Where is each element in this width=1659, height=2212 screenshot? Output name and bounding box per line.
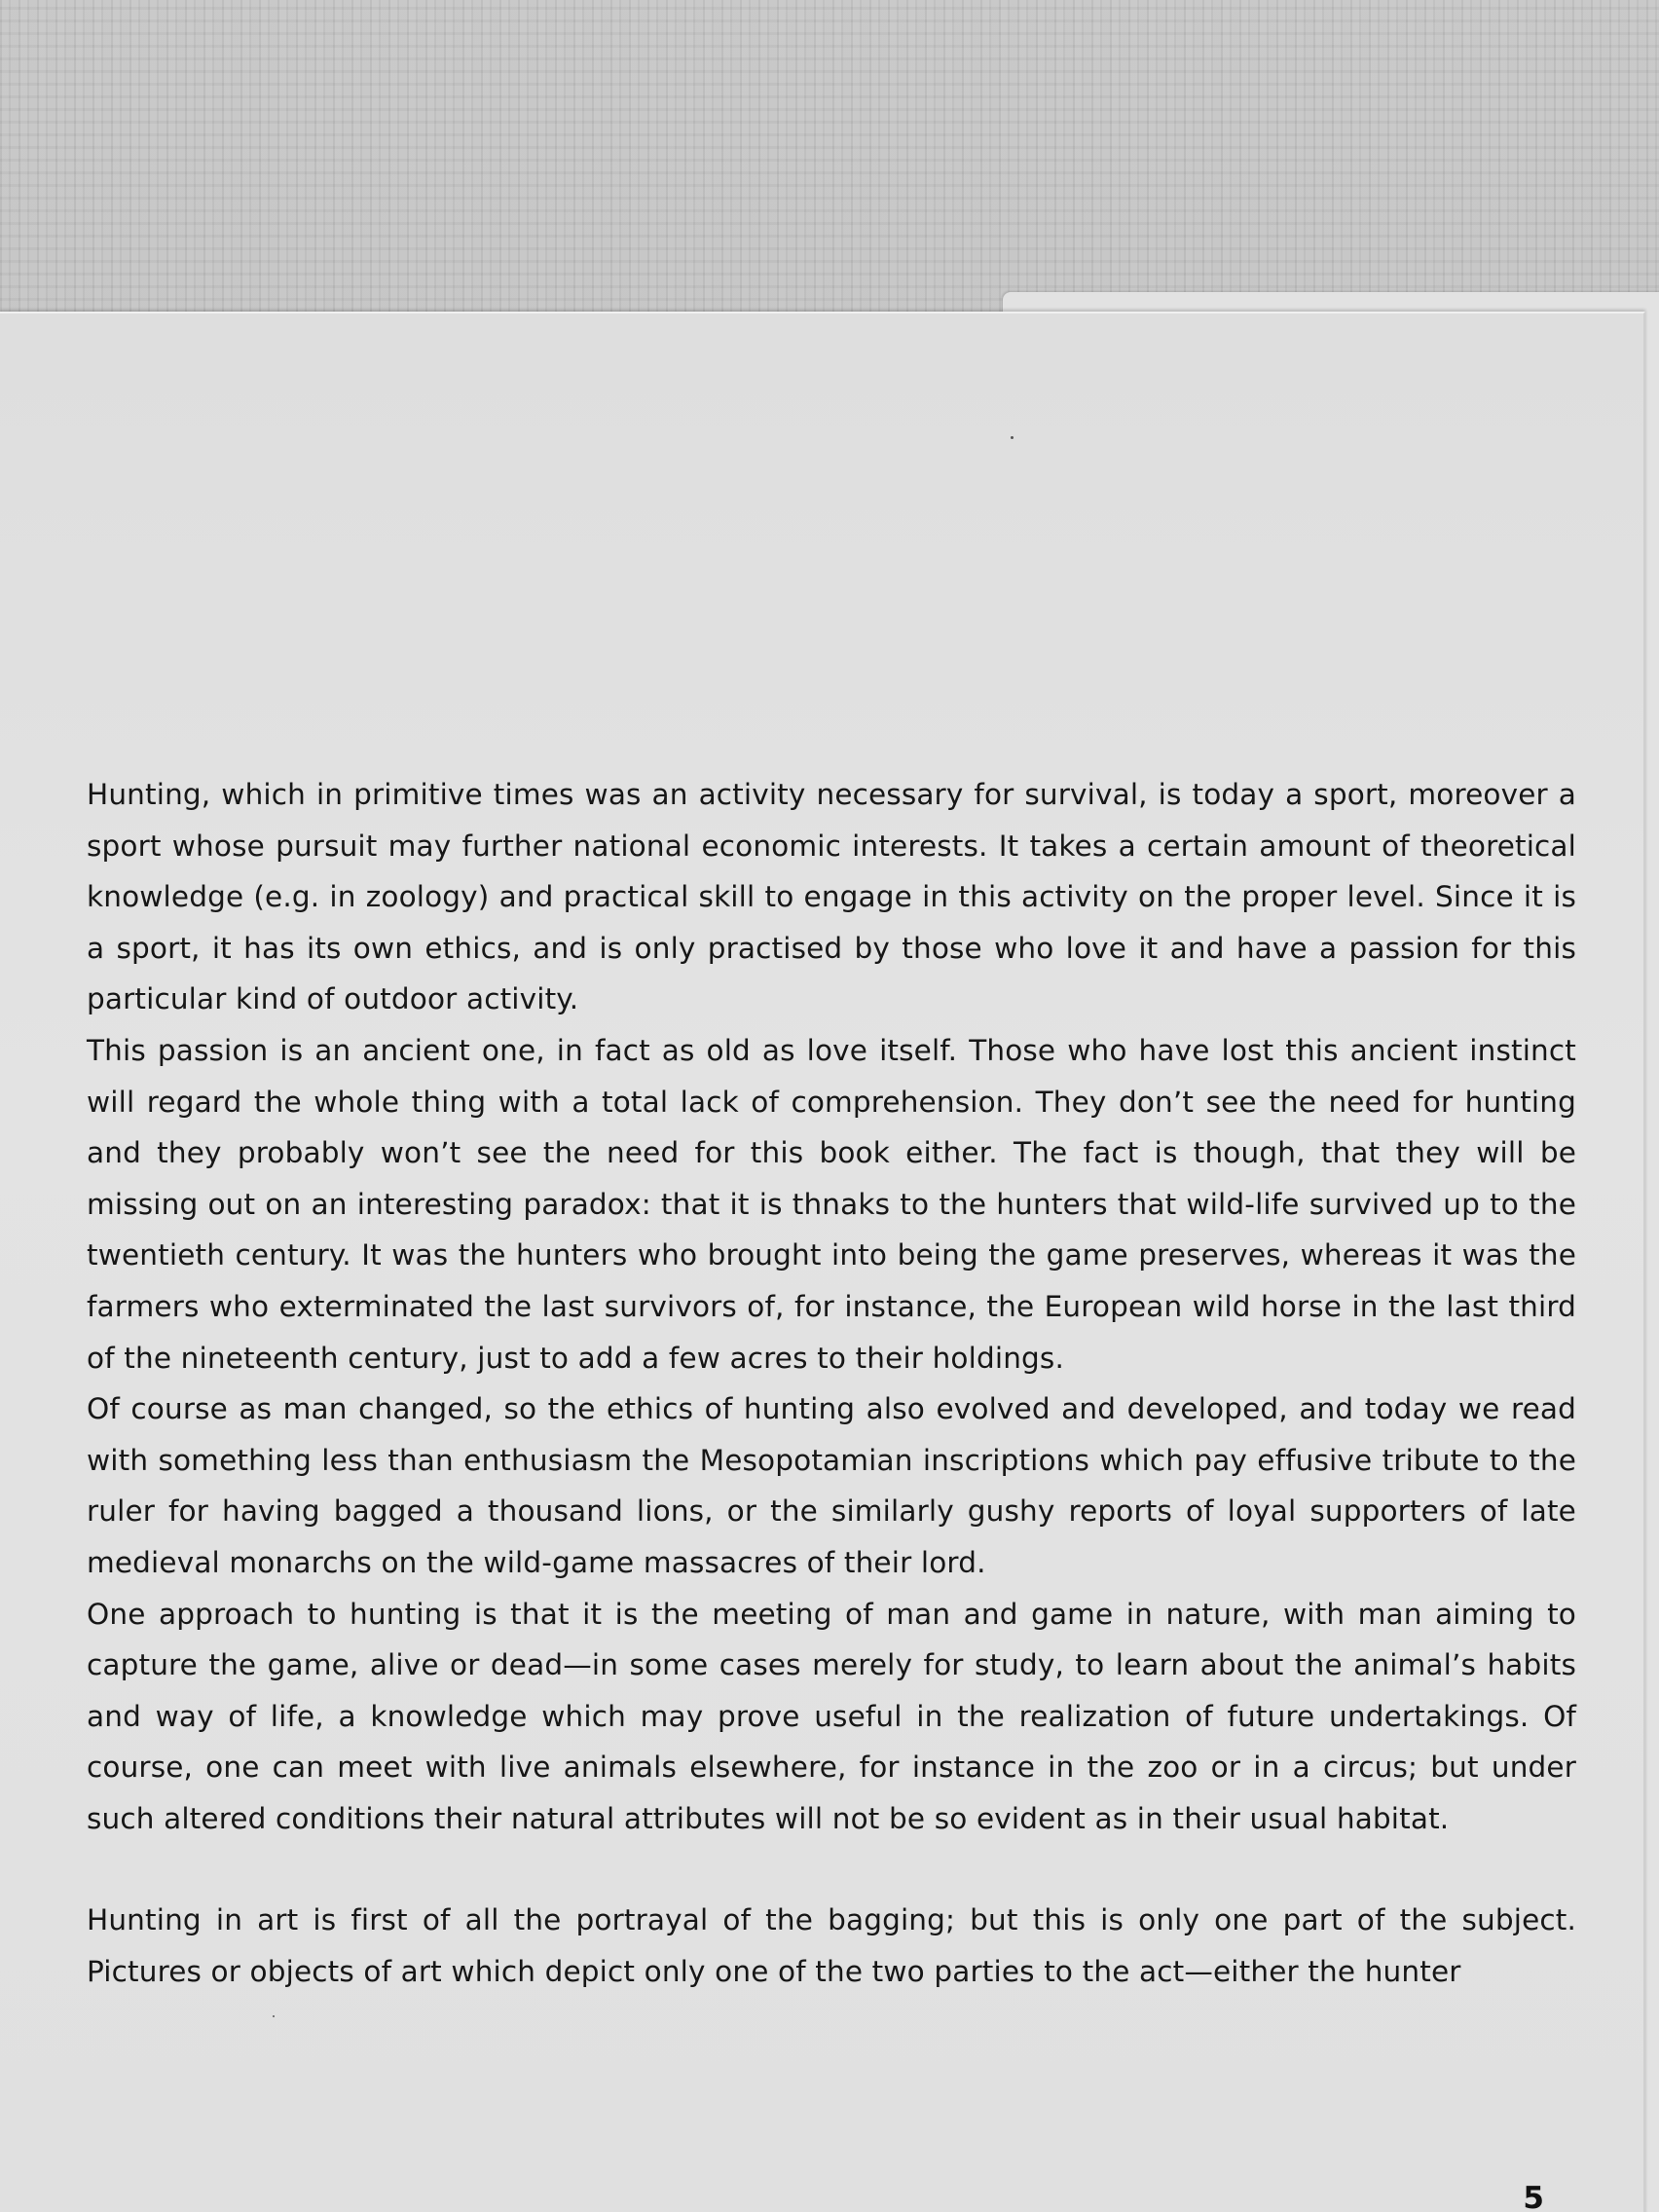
paper-speck [273, 2015, 275, 2017]
paragraph-hunting-ethics: Of course as man changed, so the ethics of hunting also evolved and developed, and today we read with something less than enthusiasm the Mesopotamian inscriptions which pay effusive tribute to the ruler for having bagged a thousand lions, or the similarly gushy reports of loyal supporters of late medieval monarchs on the wild-game massacres of their lord. [87, 1392, 1576, 1579]
paragraph-ancient-passion: This passion is an ancient one, in fact as old as love itself. Those who have lost this ancient instinct will regard the whole thing with a total lack of comprehension. They don’t see the need for hunting and they probably won’t see the need for this book either. The fact is though, that they will be missing out on an interesting paradox: that it is thnaks to the hunters that wild-life survived up to the twentieth century. It was the hunters who brought into being the game preserves, whereas it was the farmers who exterminated the last survivors of, for instance, the European wild horse in the last third of the nineteenth century, just to add a few acres to their holdings. [87, 1033, 1576, 1375]
paragraph-hunting-in-art: Hunting in art is first of all the portrayal of the bagging; but this is only one part of the subject. Pictures or objects of art which depict only one of the two parties to the act—either the hunter [87, 1903, 1576, 1989]
paragraph-meeting-man-game: One approach to hunting is that it is the meeting of man and game in nature, with man aiming to capture the game, alive or dead—in some cases merely for study, to learn about the animal’s habits and way of life, a knowledge which may prove useful in the realization of future undertakings. Of course, one can meet with live animals elsewhere, for instance in the zoo or in a circus; but under such altered conditions their natural attributes will not be so evident as in their usual habitat. [87, 1597, 1576, 1835]
book-page [0, 312, 1645, 2212]
page-number: 5 [1523, 2181, 1544, 2212]
paper-speck [1011, 436, 1014, 439]
page-body-text [87, 769, 1576, 1998]
paragraph-hunting-sport: Hunting, which in primitive times was an activity necessary for survival, is today a sport, moreover a sport whose pursuit may further national economic interests. It takes a certain amount of theoretical knowledge (e.g. in zoology) and practical skill to engage in this activity on the proper level. Since it is a sport, it has its own ethics, and is only practised by those who love it and have a passion for this particular kind of outdoor activity. [87, 778, 1576, 1016]
